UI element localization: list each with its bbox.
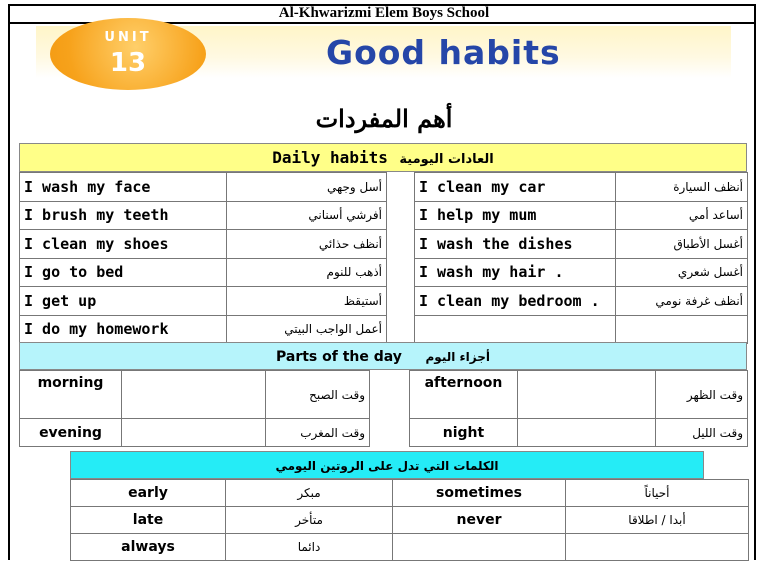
part-arabic: وقت الظهر (656, 371, 748, 419)
habit-arabic: أعمل الواجب البيتي (227, 315, 387, 344)
habit-arabic: أستيقظ (227, 287, 387, 316)
routine-words-header (70, 451, 704, 479)
habit-english: I clean my car (415, 173, 616, 202)
part-spacer (122, 419, 266, 447)
vocab-heading: أهم المفردات (315, 104, 453, 133)
part-english: morning (20, 371, 122, 419)
habit-arabic: أنظف غرفة نومي (616, 287, 748, 316)
routine-word-row (71, 534, 749, 561)
part-of-day-row (20, 371, 748, 419)
part-english: afternoon (410, 371, 518, 419)
habit-english: I go to bed (20, 258, 227, 287)
habit-spacer (387, 287, 415, 316)
habit-english: I help my mum (415, 201, 616, 230)
habit-english: I clean my shoes (20, 230, 227, 259)
routine-arabic: أبدا / اطلاقا (566, 507, 749, 534)
habit-spacer (387, 173, 415, 202)
routine-english: late (71, 507, 226, 534)
habit-arabic: أغسل الأطباق (616, 230, 748, 259)
routine-arabic: دائما (226, 534, 393, 561)
unit-number: 13 (109, 48, 147, 78)
daily-habit-row (20, 201, 748, 230)
daily-habit-row (20, 287, 748, 316)
habit-english: I get up (20, 287, 227, 316)
habit-arabic: أنظف السيارة (616, 173, 748, 202)
habit-english: I brush my teeth (20, 201, 227, 230)
habit-spacer (387, 201, 415, 230)
page-title: Good habits (326, 33, 561, 72)
parts-of-day-table (19, 370, 748, 447)
part-spacer (370, 419, 410, 447)
routine-arabic (566, 534, 749, 561)
routine-word-row (71, 480, 749, 507)
habit-english: I wash my face (20, 173, 227, 202)
parts-of-day-header (19, 342, 747, 370)
habit-english: I wash my hair . (415, 258, 616, 287)
routine-words-table (70, 479, 749, 561)
habit-spacer (387, 258, 415, 287)
habit-arabic: أنظف حذائي (227, 230, 387, 259)
part-spacer (122, 371, 266, 419)
part-spacer (518, 371, 656, 419)
part-spacer (370, 371, 410, 419)
part-of-day-row (20, 419, 748, 447)
habit-arabic (616, 315, 748, 344)
routine-arabic: مبكر (226, 480, 393, 507)
parts-of-day-title-en: Parts of the day (276, 349, 402, 365)
part-arabic: وقت الليل (656, 419, 748, 447)
habit-arabic: أسل وجهي (227, 173, 387, 202)
parts-of-day-title-ar: أجزاء اليوم (425, 350, 490, 364)
routine-words-title-ar: الكلمات التي تدل على الروتين اليومي (275, 459, 499, 473)
daily-habits-table (19, 172, 748, 344)
habit-english: I wash the dishes (415, 230, 616, 259)
routine-arabic: متأخر (226, 507, 393, 534)
habit-arabic: أذهب للنوم (227, 258, 387, 287)
habit-english (415, 315, 616, 344)
unit-badge (50, 18, 206, 90)
daily-habit-row (20, 173, 748, 202)
routine-english: never (393, 507, 566, 534)
part-spacer (518, 419, 656, 447)
unit-label: UNIT (104, 30, 152, 45)
part-arabic: وقت المغرب (266, 419, 370, 447)
daily-habits-title-en: Daily habits (272, 148, 388, 167)
routine-word-row (71, 507, 749, 534)
daily-habit-row (20, 315, 748, 344)
daily-habit-row (20, 258, 748, 287)
daily-habits-title-ar: العادات اليومية (399, 152, 494, 167)
habit-spacer (387, 230, 415, 259)
school-name: Al-Khwarizmi Elem Boys School (278, 5, 490, 21)
part-english: evening (20, 419, 122, 447)
routine-english (393, 534, 566, 561)
routine-english: always (71, 534, 226, 561)
daily-habits-header (19, 143, 747, 172)
habit-arabic: أفرشي أسناني (227, 201, 387, 230)
habit-arabic: أساعد أمي (616, 201, 748, 230)
routine-english: early (71, 480, 226, 507)
daily-habit-row (20, 230, 748, 259)
part-english: night (410, 419, 518, 447)
habit-english: I clean my bedroom . (415, 287, 616, 316)
part-arabic: وقت الصبح (266, 371, 370, 419)
routine-arabic: أحياناً (566, 480, 749, 507)
habit-english: I do my homework (20, 315, 227, 344)
routine-english: sometimes (393, 480, 566, 507)
habit-spacer (387, 315, 415, 344)
habit-arabic: أغسل شعري (616, 258, 748, 287)
